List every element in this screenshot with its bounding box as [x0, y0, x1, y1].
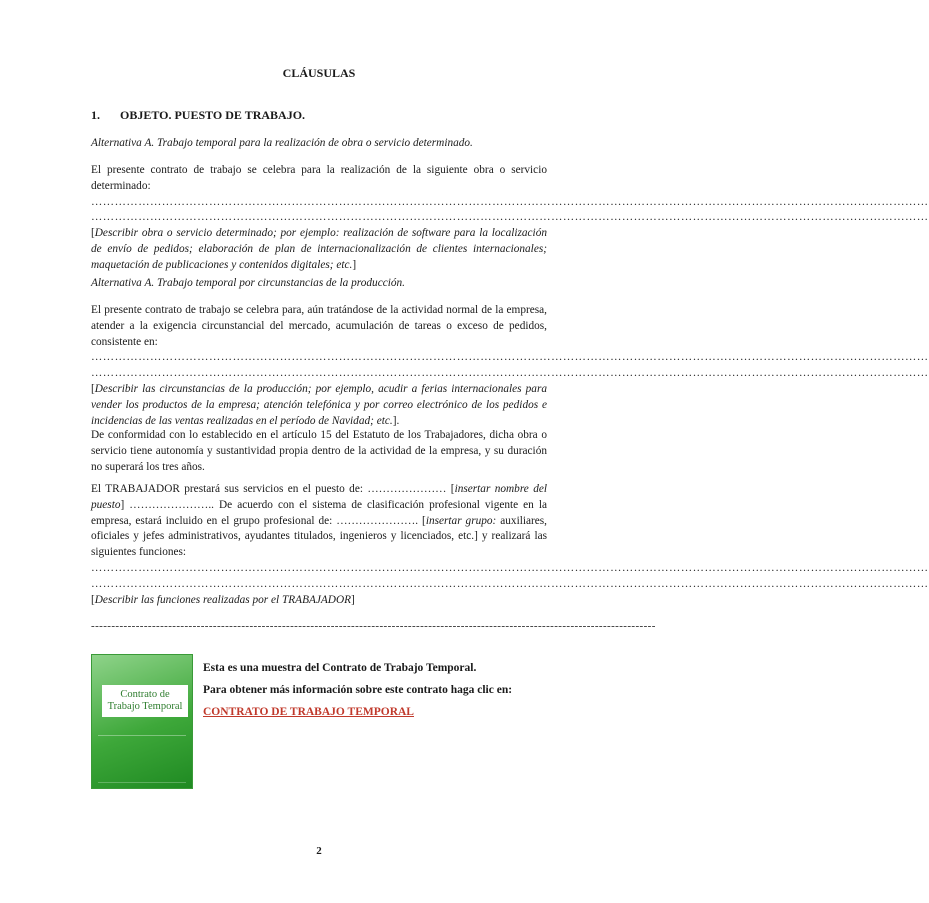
estatuto-paragraph: De conformidad con lo establecido en el artículo 15 del Estatuto de los Trabajadores, dicha obra o servicio tiene autonomía y sustantividad propia dentro de la actividad de la empresa, y su duración no superará los tres años.: [91, 429, 547, 473]
trabajador-text-2: ] ………………….. De acuerdo con el sistema de clasificación profesional vigente en la empresa, estará incluido en el grupo profesional de: …………………. [: [91, 498, 547, 527]
alt1-blank-line-2: ……………………………………………………………………………………………………………………………………………………………………………………………: [91, 211, 929, 224]
alt2-heading: Alternativa A. Trabajo temporal por circunstancias de la producción.: [91, 277, 405, 289]
trabajador-hint-puesto: insertar nombre del puesto: [91, 483, 547, 511]
contract-cover-image[interactable]: [91, 654, 193, 789]
clause-title: OBJETO. PUESTO DE TRABAJO.: [120, 108, 306, 122]
trabajador-hint-grupo: insertar grupo:: [425, 514, 497, 527]
separator-line: -------------------------------------------------------------------------------------------------------------------------------------------: [91, 620, 656, 632]
alt1-body: El presente contrato de trabajo se celebra para la realización de la siguiente obra o servicio determinado: …………………………………………………………………………………………………………………………………………………………………………………………… …………………………………………………………………………………………………………………………………………………………………………………………… [Describir obra o servicio determinado; por ejemplo: realización de software para la localización de envío de pedidos; elaboración de plan de internacionalización de clientes internacionales; maquetación de publicaciones y contenidos digitales; etc.]: [91, 164, 929, 271]
section-title: CLÁUSULAS: [282, 66, 356, 80]
promo-line-2: Para obtener más información sobre este contrato haga clic en:: [203, 684, 513, 696]
alt1-hint: Describir obra o servicio determinado; por ejemplo: realización de software para la localización de envío de pedidos; elaboración de plan de internacionalización de clientes internacionales; maquetación de publicaciones y contenidos digitales; etc.: [91, 227, 547, 271]
promo-line-1: Esta es una muestra del Contrato de Trabajo Temporal.: [203, 662, 477, 674]
alt1-heading: Alternativa A. Trabajo temporal para la realización de obra o servicio determinado.: [91, 137, 473, 149]
alt2-body: El presente contrato de trabajo se celebra para, aún tratándose de la actividad normal de la empresa, atender a la exigencia circunstancial del mercado, acumulación de tareas o exceso de pedidos, consistente en: …………………………………………………………………………………………………………………………………………………………………………………………… …………………………………………………………………………………………………………………………………………………………………………………………… [Describir las circunstancias de la producción; por ejemplo, acudir a ferias internacionales para vender los productos de la empresa; atención telefónica y por correo electrónico de los pedidos e incidencias de las ventas realizadas en el período de Navidad; etc.].: [91, 304, 929, 427]
alt2-hint: Describir las circunstancias de la producción; por ejemplo, acudir a ferias internacionales para vender los productos de la empresa; atención telefónica y por correo electrónico de los pedidos e incidencias de las ventas realizadas en el período de Navidad; etc.: [91, 382, 547, 427]
funciones-blank-line-1: ……………………………………………………………………………………………………………………………………………………………………………………………: [91, 561, 929, 574]
alt2-blank-line-2: ……………………………………………………………………………………………………………………………………………………………………………………………: [91, 367, 929, 380]
alt2-blank-line-1: ……………………………………………………………………………………………………………………………………………………………………………………………: [91, 351, 929, 364]
cover-decoration: [98, 735, 186, 783]
alt1-body-text: El presente contrato de trabajo se celebra para la realización de la siguiente obra o servicio determinado:: [91, 164, 547, 192]
cover-title: Contrato de Trabajo Temporal: [102, 685, 188, 717]
page-number: 2: [316, 845, 322, 857]
clause-number: 1.: [91, 108, 100, 122]
alt1-blank-line-1: ……………………………………………………………………………………………………………………………………………………………………………………………: [91, 195, 929, 208]
clause-heading: [91, 108, 305, 123]
alt2-body-text: El presente contrato de trabajo se celebra para, aún tratándose de la actividad normal de la empresa, atender a la exigencia circunstancial del mercado, acumulación de tareas o exceso de pedidos, consistente en:: [91, 304, 547, 348]
trabajador-paragraph: El TRABAJADOR prestará sus servicios en el puesto de: ………………… [insertar nombre del puesto] ………………….. De acuerdo con el sistema de clasificación profesional vigente en la empresa, estará incluido en el grupo profesional de: …………………. [insertar grupo: auxiliares, oficiales y jefes administrativos, ayudantes titulados, ingenieros y licenciados, etc.] y realizará las siguientes funciones: …………………………………………………………………………………………………………………………………………………………………………………………… …………………………………………………………………………………………………………………………………………………………………………………………… [Describir las funciones realizadas por el TRABAJADOR]: [91, 483, 929, 606]
funciones-hint: Describir las funciones realizadas por el TRABAJADOR: [94, 593, 352, 606]
contract-link[interactable]: CONTRATO DE TRABAJO TEMPORAL: [203, 706, 414, 718]
trabajador-text-1: El TRABAJADOR prestará sus servicios en el puesto de: ………………… [: [91, 483, 455, 495]
trabajador-text-3: auxiliares, oficiales y jefes administrativos, ayudantes titulados, ingenieros y licenciados, etc.] y realizará las siguientes funciones:: [91, 514, 547, 559]
funciones-blank-line-2: ……………………………………………………………………………………………………………………………………………………………………………………………: [91, 577, 929, 590]
